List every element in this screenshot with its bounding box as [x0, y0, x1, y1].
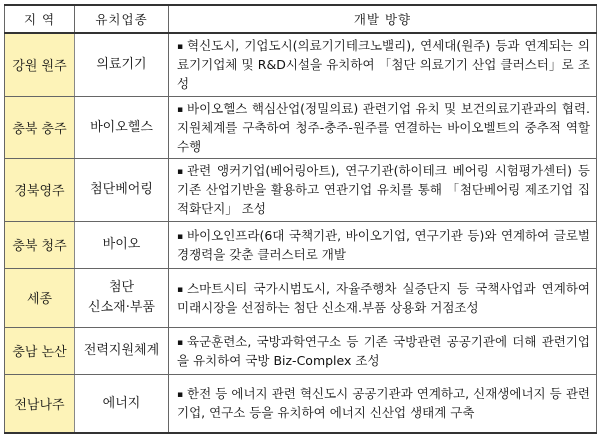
sector-line: 전력지원체계 [83, 343, 160, 358]
table-row [5, 374, 597, 433]
sector-line: 첨단베어링 [90, 182, 153, 198]
table-body [5, 33, 597, 433]
plan-cell [169, 269, 597, 328]
table-header-row [5, 5, 597, 33]
header-plan: 개발 방향 [169, 5, 597, 33]
region-cell: 충북 충주 [5, 96, 75, 159]
plan-text: 스마트시티 국가시범도시, 자율주행차 실증단지 등 국책사업과 연계하여 미래시장을 선점하는 첨단 신소재.부품 상용화 거점조성 [177, 280, 590, 315]
table-row [5, 96, 597, 159]
sector-line: 의료기기 [96, 57, 147, 73]
sector-cell [75, 159, 169, 222]
plan-cell [169, 374, 597, 433]
sector-line: 에너지 [102, 395, 141, 411]
sector-cell [75, 327, 169, 374]
plan-text: 관련 앵커기업(베어링아트), 연구기관(하이테크 베어링 시험평가센터) 등 기존 산업기반을 활용하고 연관기업 유치를 통해 「첨단베어링 제조기업 집적화단지」 조성 [177, 163, 590, 217]
table-row [5, 327, 597, 374]
sector-cell [75, 269, 169, 328]
plan-text: 바이오헬스 핵심산업(정밀의료) 관련기업 유치 및 보건의료기관과의 협력.지원체계를 구축하여 청주-충주-원주를 연결하는 바이오벨트의 중추적 역할 수행 [177, 100, 590, 154]
region-cell: 경북영주 [5, 159, 75, 222]
bullet-icon: ▪ [177, 284, 184, 295]
bullet-icon: ▪ [177, 390, 184, 401]
header-region: 지 역 [5, 5, 75, 33]
development-plan-table [4, 4, 597, 434]
plan-cell [169, 159, 597, 222]
sector-cell [75, 221, 169, 268]
bullet-icon: ▪ [177, 231, 184, 242]
sector-line: 바이오 [102, 237, 141, 253]
bullet-icon: ▪ [177, 167, 184, 178]
table-row [5, 221, 597, 268]
plan-text: 육군훈련소, 국방과학연구소 등 기존 국방관련 공공기관에 더해 관련기업을 유치하여 국방 Biz-Complex 조성 [177, 333, 590, 368]
sector-line: 신소재·부품 [88, 299, 155, 315]
region-cell: 강원 원주 [5, 33, 75, 96]
sector-line: 첨단 [108, 280, 135, 296]
region-cell: 전남나주 [5, 374, 75, 433]
plan-text: 한전 등 에너지 관련 혁신도시 공공기관과 연계하고, 신재생에너지 등 관련 기업, 연구소 등을 유치하여 에너지 신산업 생태계 구축 [177, 386, 590, 421]
plan-text: 바이오인프라(6대 국책기관, 바이오기업, 연구기관 등)와 연계하여 글로벌 경쟁력을 갖춘 클러스터로 개발 [177, 227, 590, 262]
region-cell: 충북 청주 [5, 221, 75, 268]
sector-cell [75, 96, 169, 159]
table-row [5, 159, 597, 222]
sector-cell [75, 33, 169, 96]
plan-text: 혁신도시, 기업도시(의료기기테크노밸리), 연세대(원주) 등과 연계되는 의료기기업체 및 R&D시설을 유치하여 「첨단 의료기기 산업 클러스터」로 조성 [177, 38, 590, 92]
bullet-icon: ▪ [177, 104, 184, 115]
bullet-icon: ▪ [177, 337, 184, 348]
region-cell: 충남 논산 [5, 327, 75, 374]
region-cell: 세종 [5, 269, 75, 328]
header-sector: 유치업종 [75, 5, 169, 33]
plan-cell [169, 327, 597, 374]
plan-cell [169, 221, 597, 268]
sector-line: 바이오헬스 [90, 119, 153, 135]
table-row [5, 33, 597, 96]
plan-cell [169, 33, 597, 96]
plan-cell [169, 96, 597, 159]
bullet-icon: ▪ [177, 42, 184, 53]
table-row [5, 269, 597, 328]
sector-cell [75, 374, 169, 433]
